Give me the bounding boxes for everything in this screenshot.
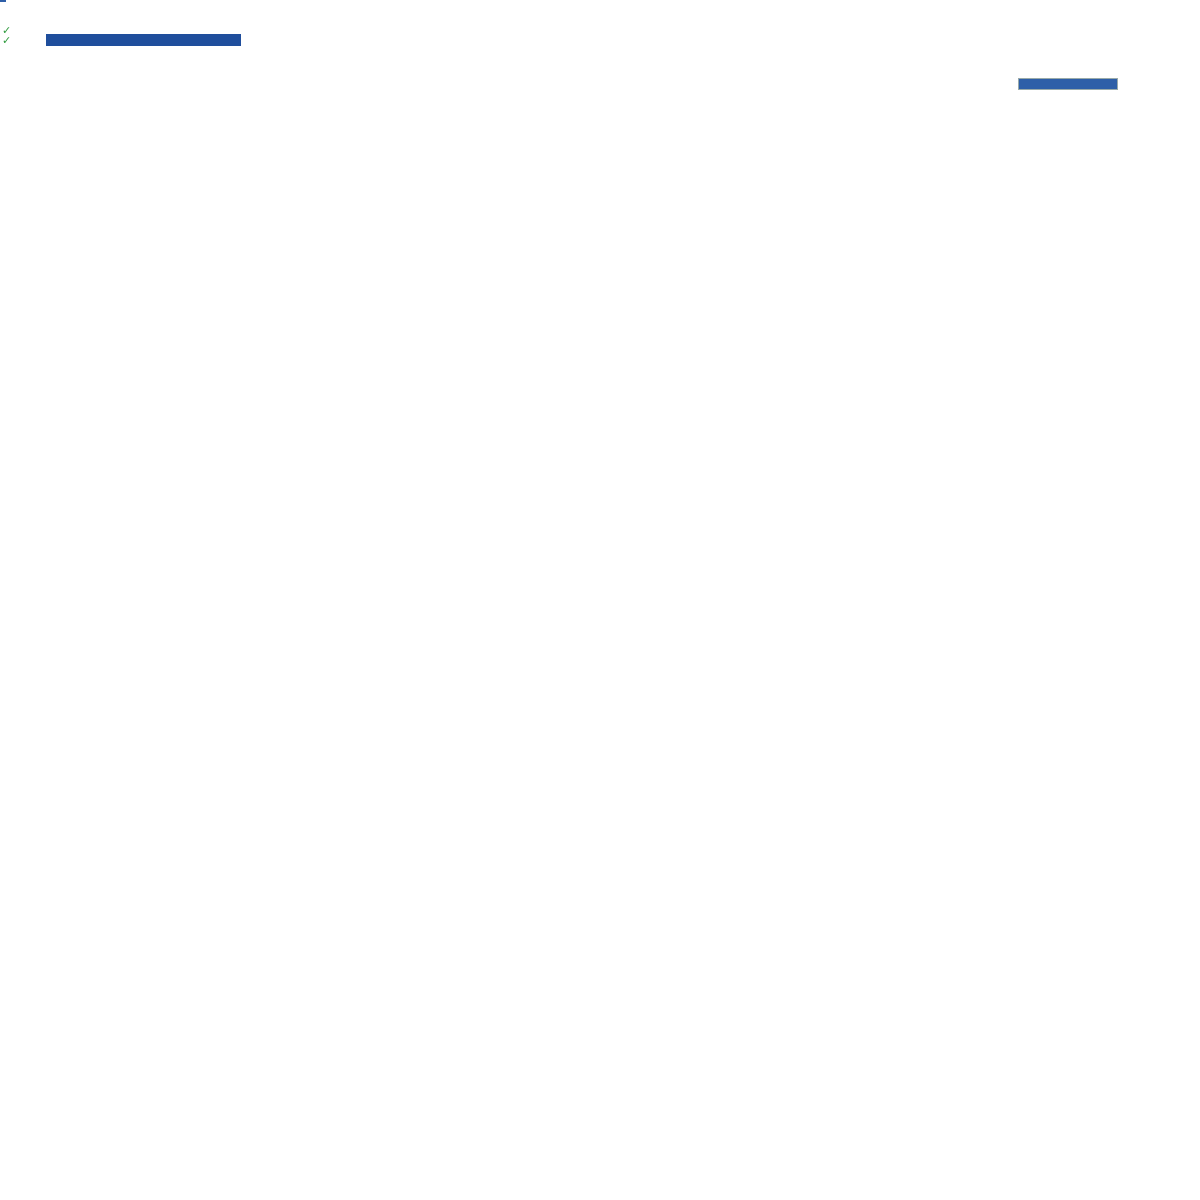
index-tab[interactable] bbox=[0, 0, 6, 2]
check-icon: ✓ bbox=[2, 25, 12, 37]
check-icon: ✓ bbox=[2, 35, 12, 47]
statement-title bbox=[46, 34, 241, 46]
trend-header bbox=[1018, 78, 1118, 90]
